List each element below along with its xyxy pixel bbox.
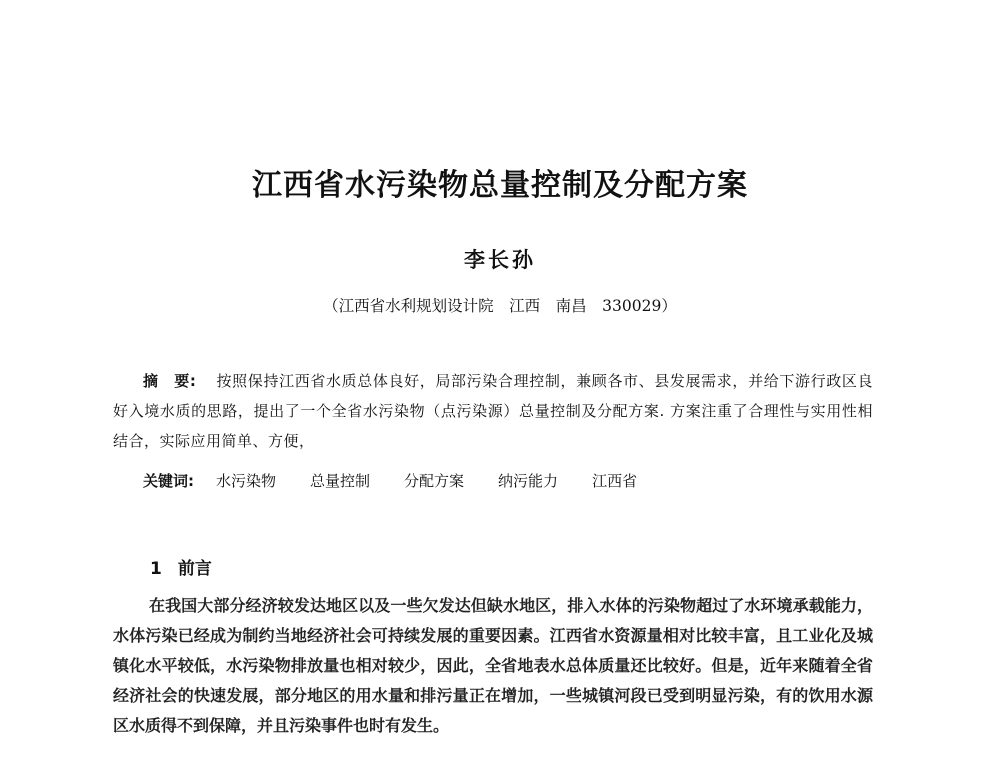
- paper-title: 江西省水污染物总量控制及分配方案: [252, 168, 748, 203]
- abstract-label: 摘 要:: [143, 372, 197, 390]
- keywords: [113, 466, 873, 496]
- keyword-item: 纳污能力: [498, 472, 559, 490]
- keywords-label: 关键词:: [143, 472, 194, 490]
- body-paragraph: 在我国大部分经济较发达地区以及一些欠发达但缺水地区，排入水体的污染物超过了水环境承载能力，水体污染已经成为制约当地经济社会可持续发展的重要因素。江西省水资源量相对比较丰富，且工业化及城镇化水平较低，水污染物排放量也相对较少，因此，全省地表水总体质量还比较好。但是，近年来随着全省经济社会的快速发展，部分地区的用水量和排污量正在增加，一些城镇河段已受到明显污染，有的饮用水源区水质得不到保障，并且污染事件也时有发生。: [113, 596, 873, 735]
- section-number: 1: [150, 559, 162, 579]
- section-title: 前言: [177, 559, 212, 579]
- keyword-item: 分配方案: [404, 472, 465, 490]
- keyword-item: 江西省: [592, 472, 638, 490]
- abstract: [113, 366, 873, 456]
- author-name: 李长孙: [464, 248, 536, 272]
- keyword-item: 水污染物: [216, 472, 277, 490]
- keyword-item: 总量控制: [310, 472, 371, 490]
- author-affiliation: （江西省水利规划设计院 江西 南昌 330029）: [323, 297, 677, 315]
- abstract-text: 按照保持江西省水质总体良好，局部污染合理控制，兼顾各市、县发展需求，并给下游行政区良好入境水质的思路，提出了一个全省水污染物（点污染源）总量控制及分配方案. 方案注重了合理性与实用性相结合，实际应用简单、方便，: [113, 372, 873, 450]
- section-heading: [150, 556, 212, 582]
